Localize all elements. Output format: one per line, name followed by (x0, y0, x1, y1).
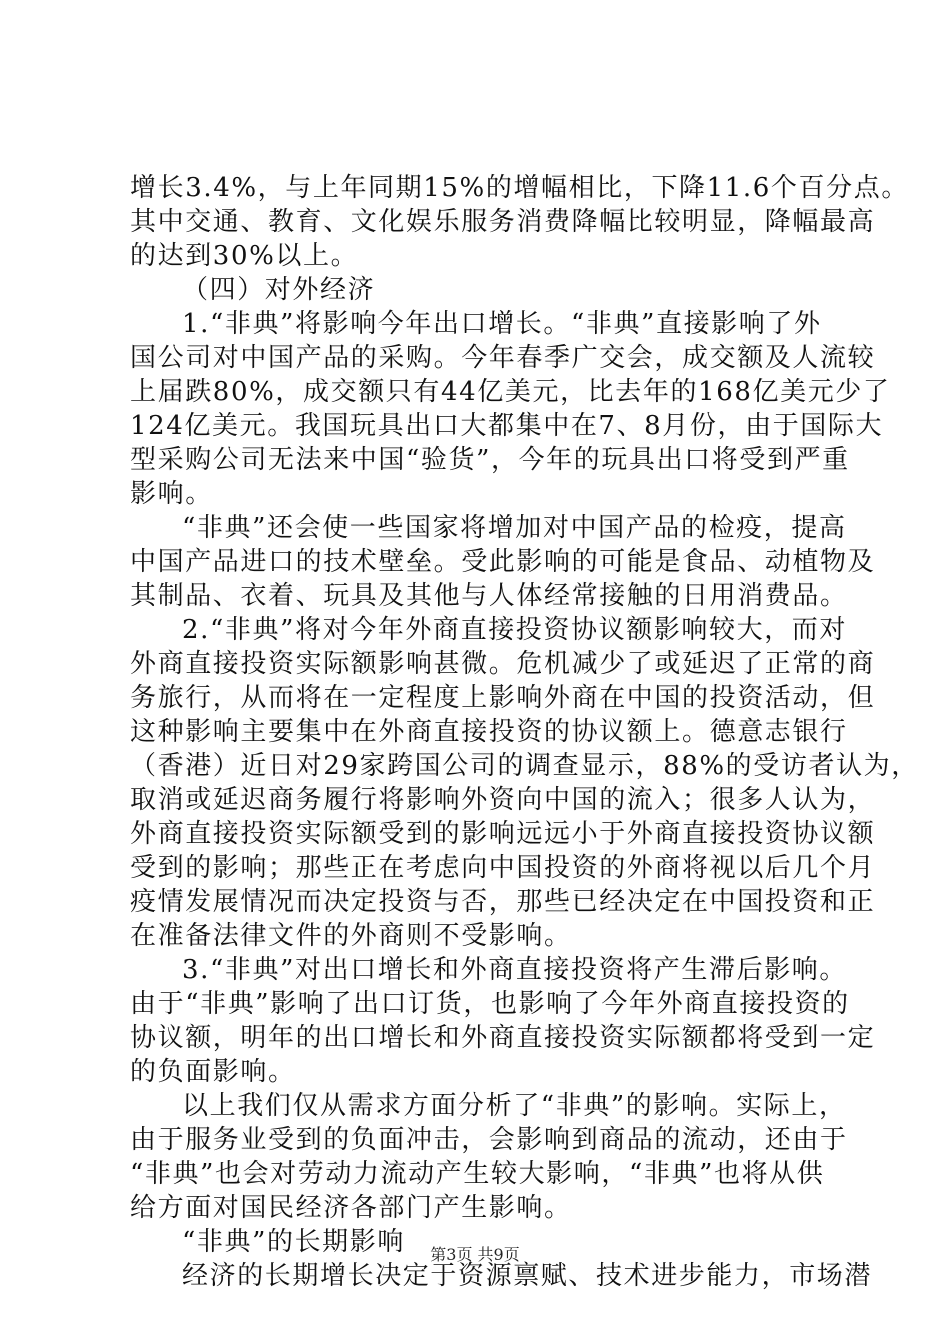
text-line: （四）对外经济 (182, 275, 376, 305)
text-line: 124亿美元。我国玩具出口大都集中在7、8月份，由于国际大 (130, 411, 884, 441)
text-line: 受到的影响；那些正在考虑向中国投资的外商将视以后几个月 (130, 853, 876, 883)
text-line: 其制品、衣着、玩具及其他与人体经常接触的日用消费品。 (130, 581, 848, 611)
text-line: 2.“非典”将对今年外商直接投资协议额影响较大，而对 (182, 615, 847, 645)
text-line: 的达到30%以上。 (130, 241, 359, 271)
text-line: 务旅行，从而将在一定程度上影响外商在中国的投资活动，但 (130, 683, 876, 713)
text-line: 3.“非典”对出口增长和外商直接投资将产生滞后影响。 (182, 955, 847, 985)
text-line: （香港）近日对29家跨国公司的调查显示，88%的受访者认为， (130, 751, 919, 781)
text-line: 外商直接投资实际额影响甚微。危机减少了或延迟了正常的商 (130, 649, 876, 679)
document-body (130, 171, 919, 1293)
text-line: 增长3.4%，与上年同期15%的增幅相比，下降11.6个百分点。 (130, 173, 909, 203)
text-line: 协议额，明年的出口增长和外商直接投资实际额都将受到一定 (130, 1023, 876, 1053)
text-line: 的负面影响。 (130, 1057, 296, 1087)
text-line: 上届跌80%，成交额只有44亿美元，比去年的168亿美元少了 (130, 377, 891, 407)
text-line: 这种影响主要集中在外商直接投资的协议额上。德意志银行 (130, 717, 848, 747)
text-line: 型采购公司无法来中国“验货”，今年的玩具出口将受到严重 (130, 445, 850, 475)
text-line: 经济的长期增长决定于资源禀赋、技术进步能力，市场潜 (182, 1261, 873, 1291)
text-line: 中国产品进口的技术壁垒。受此影响的可能是食品、动植物及 (130, 547, 876, 577)
text-line: 给方面对国民经济各部门产生影响。 (130, 1193, 572, 1223)
text-line: 以上我们仅从需求方面分析了“非典”的影响。实际上， (182, 1091, 847, 1121)
page-footer: 第3页 共9页 (430, 1245, 520, 1264)
text-line: 其中交通、教育、文化娱乐服务消费降幅比较明显，降幅最高 (130, 207, 876, 237)
text-line: 由于服务业受到的负面冲击，会影响到商品的流动，还由于 (130, 1125, 848, 1155)
text-line: 1.“非典”将影响今年出口增长。“非典”直接影响了外 (182, 309, 822, 339)
text-line: 由于“非典”影响了出口订货，也影响了今年外商直接投资的 (130, 989, 850, 1019)
text-line: 外商直接投资实际额受到的影响远远小于外商直接投资协议额 (130, 819, 876, 849)
text-line: 影响。 (130, 479, 213, 509)
text-line: 国公司对中国产品的采购。今年春季广交会，成交额及人流较 (130, 343, 876, 373)
text-line: “非典”也会对劳动力流动产生较大影响，“非典”也将从供 (130, 1159, 825, 1189)
text-line: 在准备法律文件的外商则不受影响。 (130, 921, 572, 951)
text-line: 疫情发展情况而决定投资与否，那些已经决定在中国投资和正 (130, 887, 876, 917)
text-line: “非典”的长期影响 (182, 1227, 405, 1257)
text-line: “非典”还会使一些国家将增加对中国产品的检疫，提高 (182, 513, 847, 543)
text-line: 取消或延迟商务履行将影响外资向中国的流入；很多人认为， (130, 785, 876, 815)
